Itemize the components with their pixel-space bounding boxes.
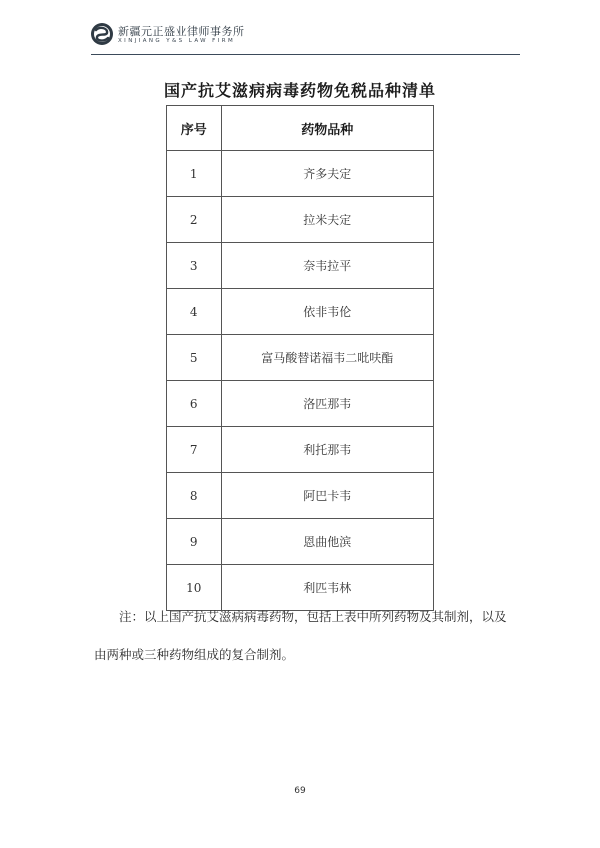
table-row bbox=[167, 381, 434, 427]
row-number: 4 bbox=[167, 289, 222, 335]
drug-name: 洛匹那韦 bbox=[221, 381, 434, 427]
row-number: 8 bbox=[167, 473, 222, 519]
table-row bbox=[167, 335, 434, 381]
table-row bbox=[167, 197, 434, 243]
column-header-number: 序号 bbox=[167, 106, 222, 151]
drug-list-table bbox=[166, 105, 434, 611]
table-row bbox=[167, 151, 434, 197]
table-row bbox=[167, 289, 434, 335]
drug-name: 富马酸替诺福韦二吡呋酯 bbox=[221, 335, 434, 381]
drug-name: 拉米夫定 bbox=[221, 197, 434, 243]
row-number: 6 bbox=[167, 381, 222, 427]
drug-name: 依非韦伦 bbox=[221, 289, 434, 335]
row-number: 10 bbox=[167, 565, 222, 611]
document-title: 国产抗艾滋病病毒药物免税品种清单 bbox=[163, 81, 436, 100]
table-footnote: 注：以上国产抗艾滋病病毒药物，包括上表中所列药物及其制剂，以及由两种或三种药物组成的复合制剂。 bbox=[94, 609, 507, 662]
row-number: 1 bbox=[167, 151, 222, 197]
row-number: 2 bbox=[167, 197, 222, 243]
row-number: 3 bbox=[167, 243, 222, 289]
page-number: 69 bbox=[294, 786, 306, 796]
drug-name: 奈韦拉平 bbox=[221, 243, 434, 289]
firm-name-cn: 新疆元正盛业律师事务所 bbox=[118, 25, 245, 38]
table-row bbox=[167, 243, 434, 289]
table-header-row bbox=[167, 106, 434, 151]
drug-name: 利托那韦 bbox=[221, 427, 434, 473]
firm-name-en: XINJIANG Y&S LAW FIRM bbox=[118, 38, 236, 44]
header-divider bbox=[91, 54, 520, 55]
drug-name: 齐多夫定 bbox=[221, 151, 434, 197]
drug-name: 阿巴卡韦 bbox=[221, 473, 434, 519]
row-number: 9 bbox=[167, 519, 222, 565]
drug-name: 利匹韦林 bbox=[221, 565, 434, 611]
table-row bbox=[167, 519, 434, 565]
drug-name: 恩曲他滨 bbox=[221, 519, 434, 565]
table-row bbox=[167, 473, 434, 519]
row-number: 7 bbox=[167, 427, 222, 473]
column-header-drug: 药物品种 bbox=[221, 106, 434, 151]
firm-logo-icon bbox=[90, 22, 114, 46]
row-number: 5 bbox=[167, 335, 222, 381]
table-row bbox=[167, 427, 434, 473]
